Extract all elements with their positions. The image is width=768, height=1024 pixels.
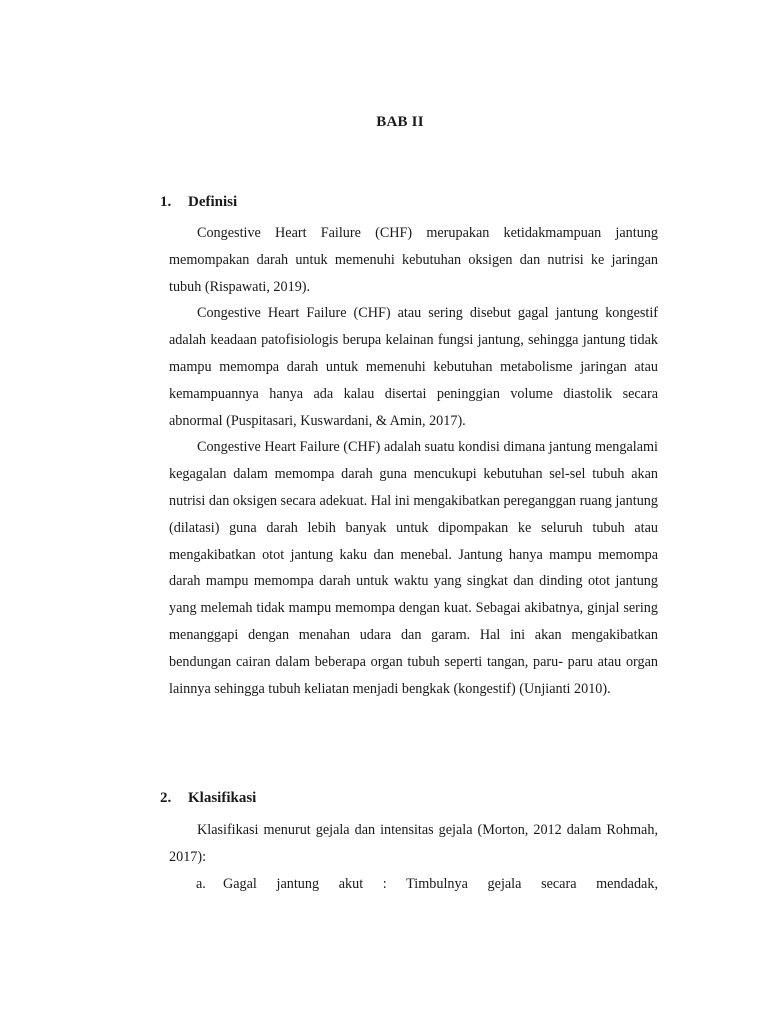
section-heading — [160, 189, 660, 215]
list-item-text: Gagal jantung akut : Timbulnya gejala secara mendadak, — [223, 875, 658, 892]
paragraph: Congestive Heart Failure (CHF) merupakan ketidakmampuan jantung memompakan darah untuk memenuhi kebutuhan oksigen dan nutrisi ke jaringan tubuh (Rispawati, 2019). — [169, 225, 658, 295]
section-definisi — [160, 189, 660, 702]
chapter-title: BAB II — [376, 114, 424, 130]
list-item — [196, 871, 658, 898]
section-heading — [160, 785, 660, 811]
section-number: 1. — [160, 194, 172, 210]
section-number: 2. — [160, 790, 172, 806]
paragraph: Klasifikasi menurut gejala dan intensitas gejala (Morton, 2012 dalam Rohmah, 2017): — [169, 822, 658, 865]
list-marker: a. — [196, 875, 206, 892]
paragraph: Congestive Heart Failure (CHF) atau sering disebut gagal jantung kongestif adalah keadaan patofisiologis berupa kelainan fungsi jantung, sehingga jantung tidak mampu memompa darah untuk memenuhi kebutuhan metabolisme jaringan atau kemampuannya hanya ada kalau disertai peninggian volume diastolik secara abnormal (Puspitasari, Kuswardani, & Amin, 2017). — [169, 305, 658, 429]
paragraph: Congestive Heart Failure (CHF) adalah suatu kondisi dimana jantung mengalami kegagalan dalam memompa darah guna mencukupi kebutuhan sel-sel tubuh akan nutrisi dan oksigen secara adekuat. Hal ini mengakibatkan pereganggan ruang jantung (dilatasi) guna darah lebih banyak untuk dipompakan ke seluruh tubuh atau mengakibatkan otot jantung kaku dan menebal. Jantung hanya mampu memompa darah mampu memompa darah untuk waktu yang singkat dan dinding otot jantung yang melemah tidak mampu memompa dengan kuat. Sebagai akibatnya, ginjal sering menanggapi dengan menahan udara dan garam. Hal ini akan mengakibatkan bendungan cairan dalam beberapa organ tubuh seperti tangan, paru- paru atau organ lainnya sehingga tubuh keliatan menjadi bengkak (kongestif) (Unjianti 2010). — [169, 439, 658, 697]
section-title: Definisi — [188, 194, 238, 210]
section-body — [169, 817, 658, 897]
section-title: Klasifikasi — [188, 790, 257, 806]
section-body — [169, 220, 658, 702]
section-klasifikasi — [160, 785, 660, 897]
